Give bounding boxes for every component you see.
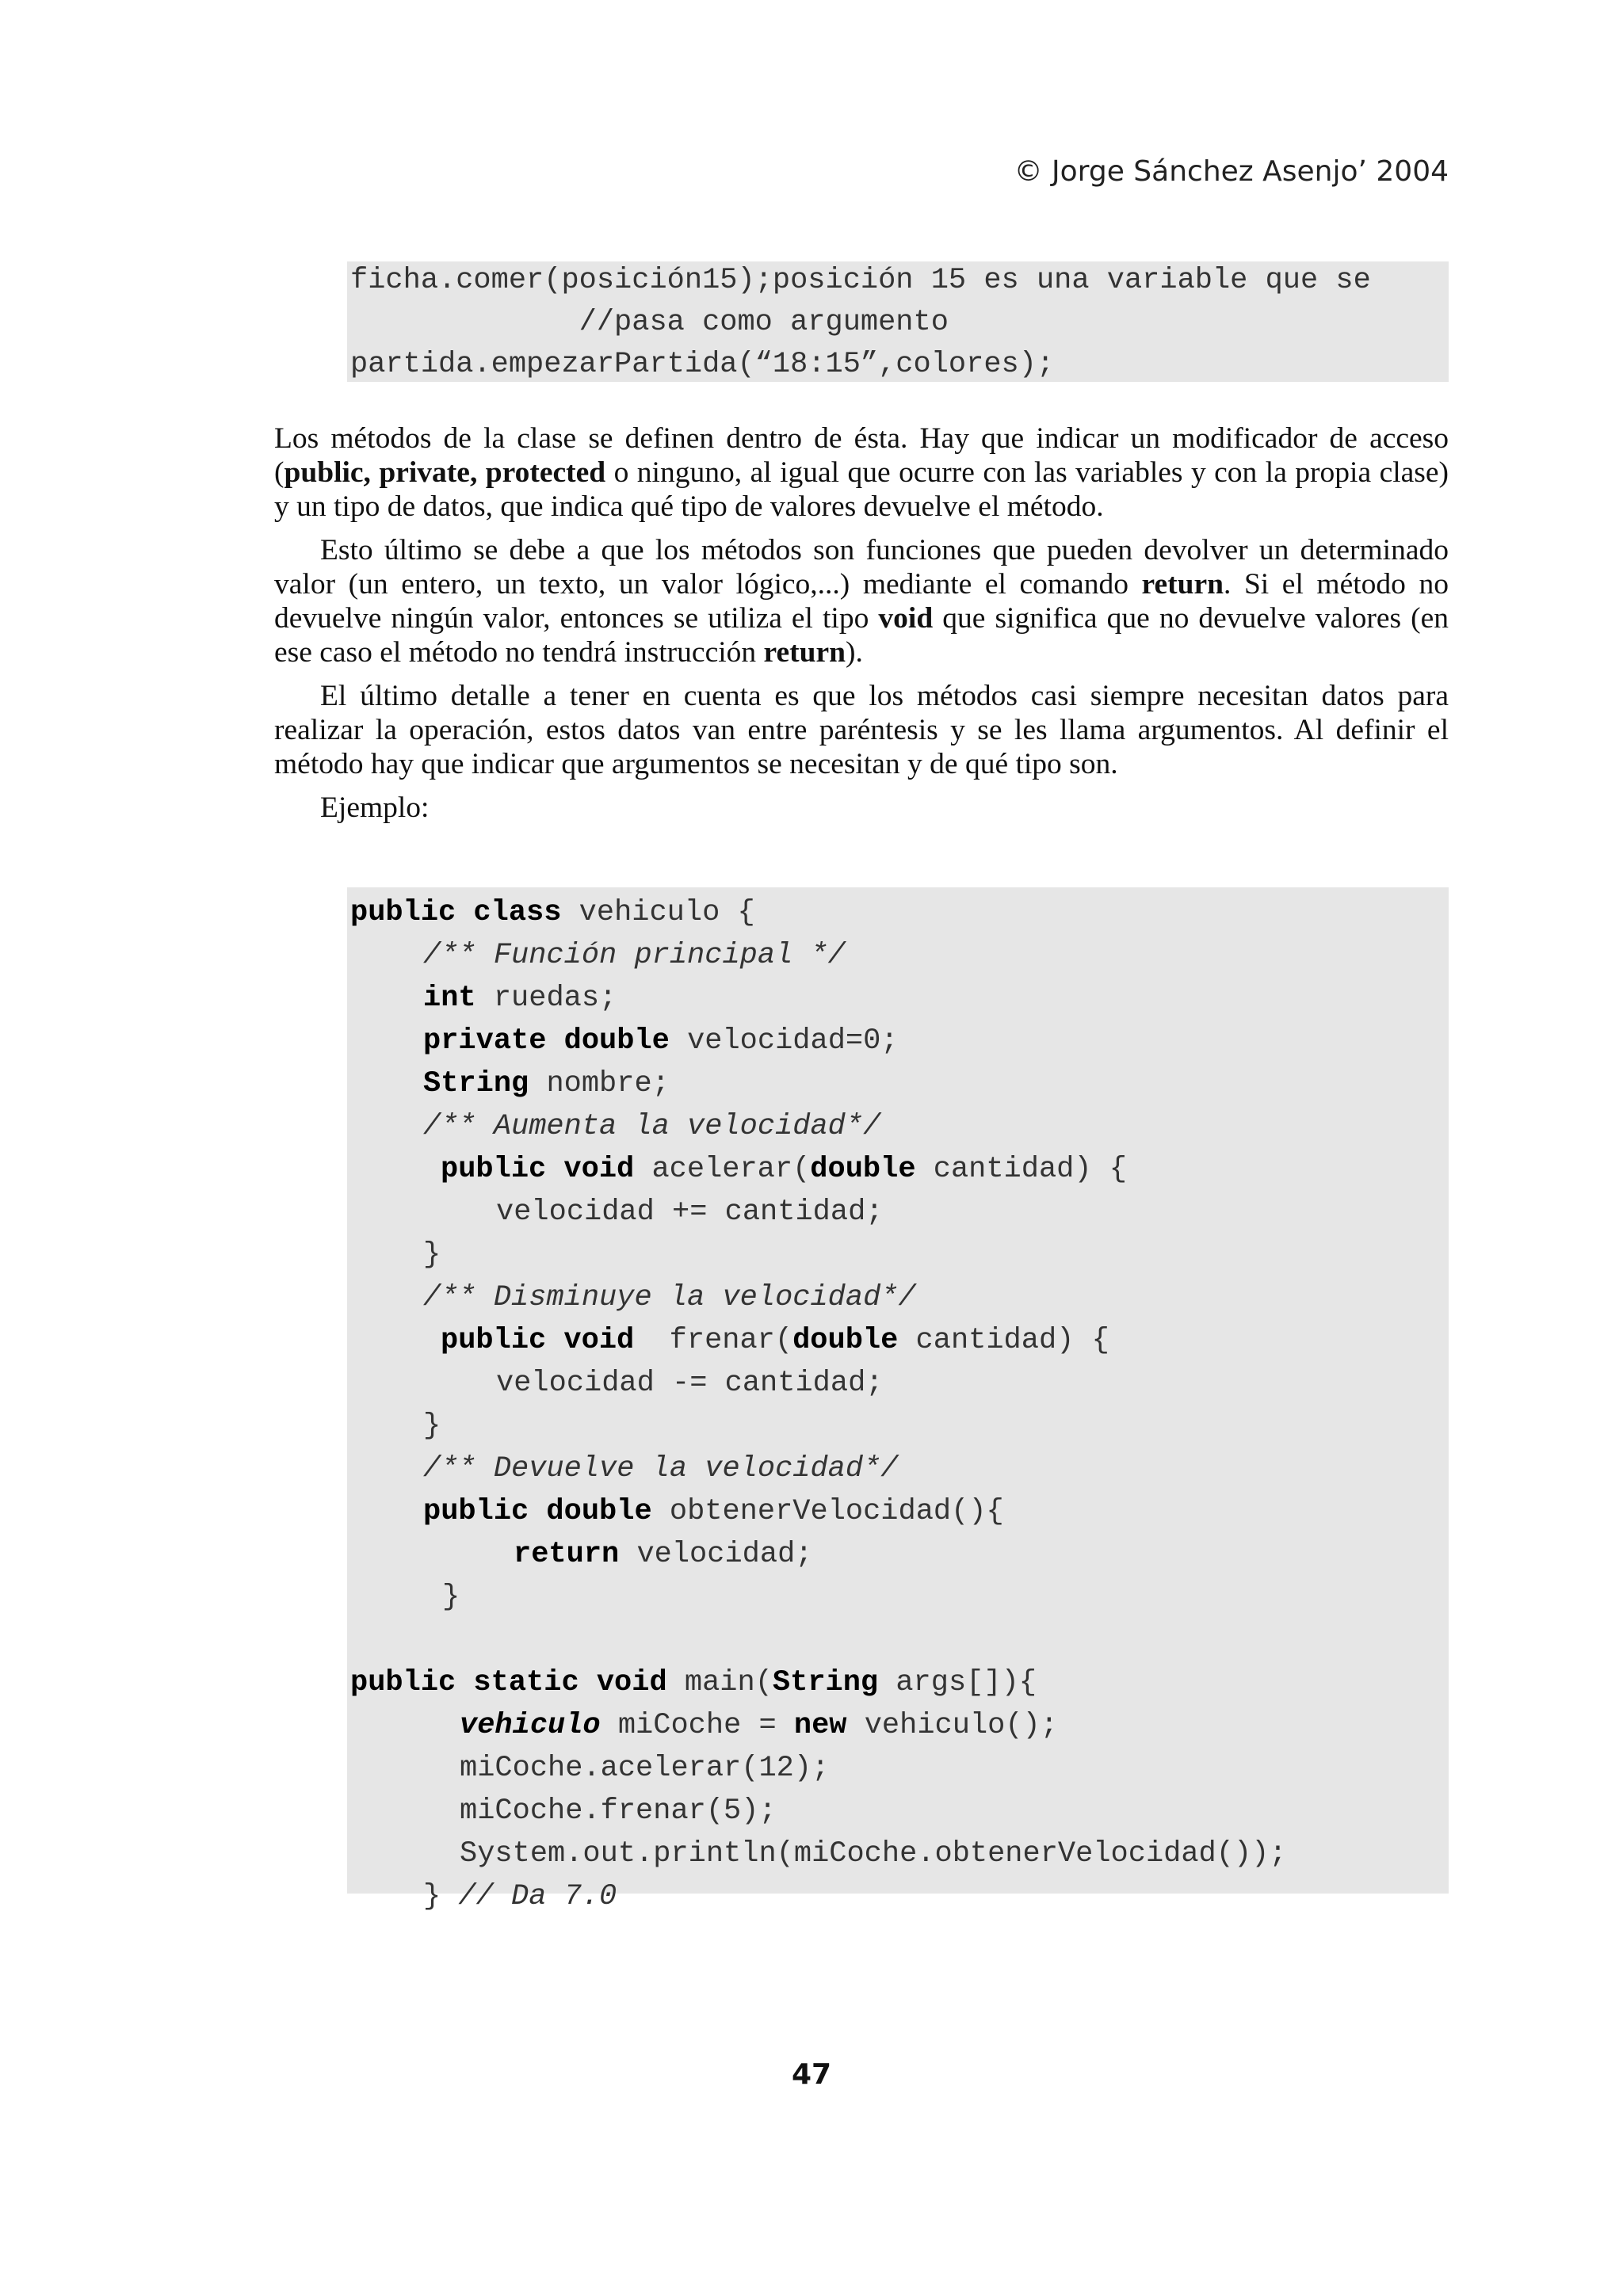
code-line: } // Da 7.0 <box>423 1880 617 1913</box>
code-line: int ruedas; <box>423 982 617 1015</box>
code-line: miCoche.acelerar(12); <box>460 1752 830 1785</box>
code-line: public static void main(String args[]){ <box>350 1666 1037 1699</box>
code-block-arguments <box>347 261 1449 382</box>
code-line: /** Aumenta la velocidad*/ <box>423 1110 881 1143</box>
code-block-vehiculo-example <box>347 887 1449 1913</box>
code-line: partida.empezarPartida(“18:15”,colores); <box>350 348 1055 381</box>
code-line: velocidad -= cantidad; <box>496 1367 884 1400</box>
code-line: /** Devuelve la velocidad*/ <box>423 1452 899 1486</box>
code-line: } <box>423 1238 441 1272</box>
code-line: System.out.println(miCoche.obtenerVelocidad()); <box>460 1837 1287 1871</box>
code-line: return velocidad; <box>514 1538 813 1571</box>
paragraph-arguments: El último detalle a tener en cuenta es que los métodos casi siempre necesitan datos para realizar la operación, estos datos van entre paréntesis y se les llama argumentos. Al definir el método hay que indicar que argumentos se necesitan y de qué tipo son. <box>274 680 1449 780</box>
code-line: public double obtenerVelocidad(){ <box>423 1495 1004 1528</box>
code-line: miCoche.frenar(5); <box>460 1794 777 1828</box>
paragraph-return-value: Esto último se debe a que los métodos son funciones que pueden devolver un determinado valor (un entero, un texto, un valor lógico,...) mediante el comando return. Si el método no devuelve ningún valor, entonces se utiliza el tipo void que significa que no devuelve valores (en ese caso el método no tendrá instrucción return). <box>274 534 1449 669</box>
code-line: public void frenar(double cantidad) { <box>441 1324 1109 1357</box>
code-line: } <box>442 1581 460 1614</box>
code-line: } <box>423 1409 441 1443</box>
code-line: ficha.comer(posición15);posición 15 es una variable que se <box>350 264 1371 297</box>
page-number: 47 <box>791 2058 832 2091</box>
page-header-copyright: © Jorge Sánchez Asenjo’ 2004 <box>1014 155 1449 188</box>
paragraph-example-label: Ejemplo: <box>320 791 430 824</box>
code-line: public class vehiculo { <box>350 896 755 929</box>
code-line: public void acelerar(double cantidad) { <box>441 1153 1127 1186</box>
paragraph-method-definition: Los métodos de la clase se definen dentro de ésta. Hay que indicar un modificador de acceso (public, private, protected o ninguno, al igual que ocurre con las variables y con la propia clase) y un tipo de datos, que indica qué tipo de valores devuelve el método. <box>274 422 1449 523</box>
code-line: String nombre; <box>423 1067 670 1100</box>
code-line: private double velocidad=0; <box>423 1024 899 1058</box>
code-line: //pasa como argumento <box>350 306 949 339</box>
code-line: /** Disminuye la velocidad*/ <box>423 1281 916 1314</box>
body-text <box>274 421 1449 825</box>
code-line: /** Función principal */ <box>423 939 846 972</box>
code-line: vehiculo miCoche = new vehiculo(); <box>460 1709 1058 1742</box>
code-line: velocidad += cantidad; <box>496 1196 884 1229</box>
